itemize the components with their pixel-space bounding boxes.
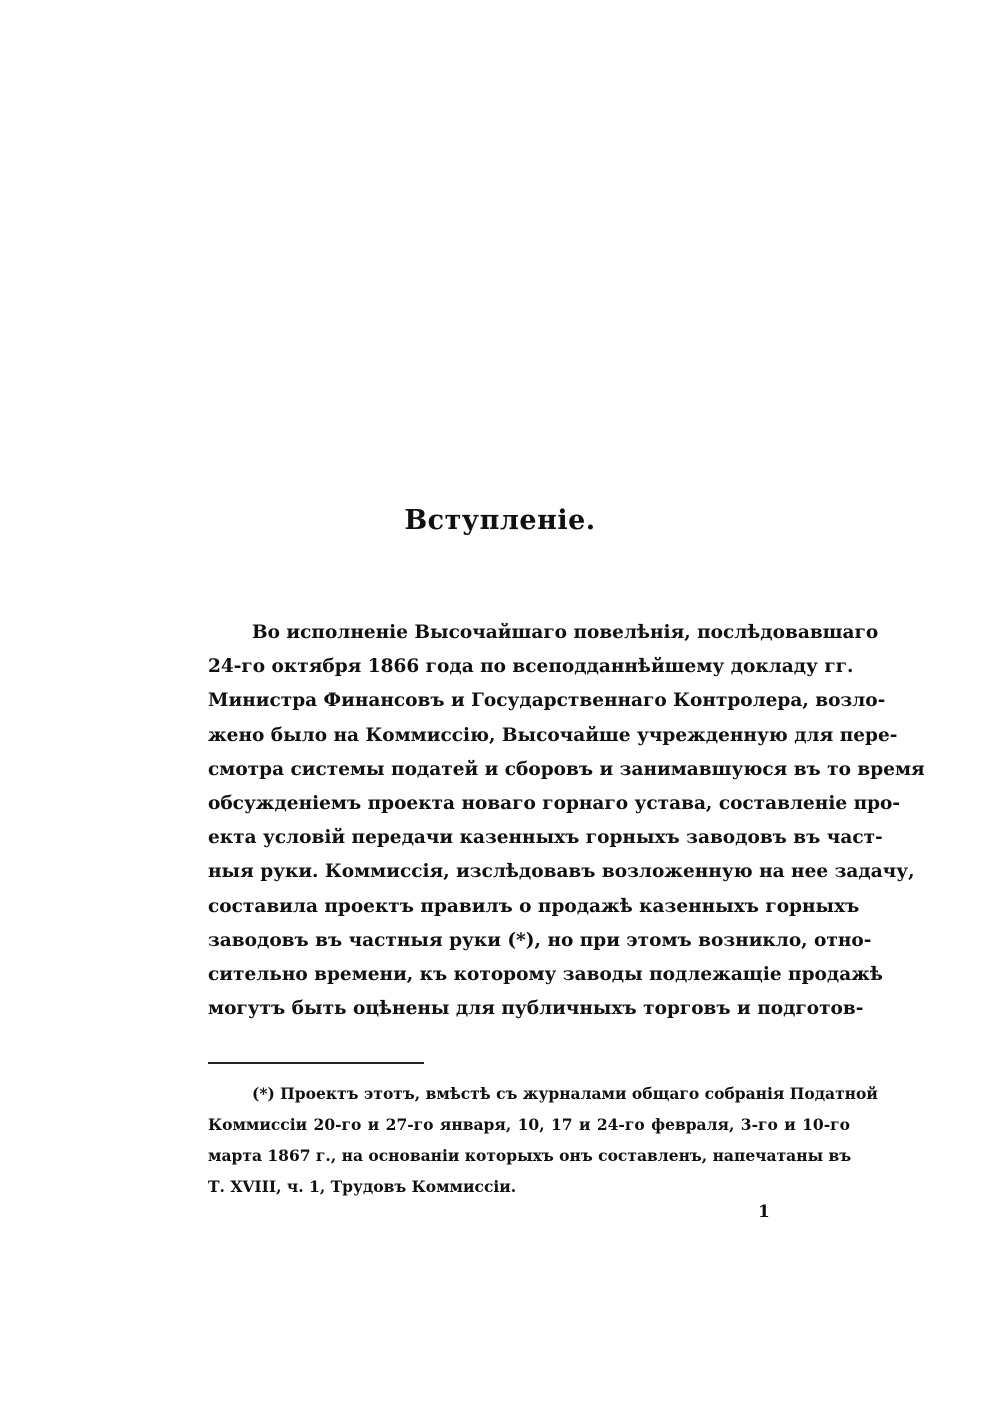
body-line: сительно времени, къ которому заводы подлежащіе продажѣ bbox=[208, 963, 883, 985]
body-line: могутъ быть оцѣнены для публичныхъ торговъ и подготов- bbox=[208, 998, 864, 1020]
body-line: Министра Финансовъ и Государственнаго Контролера, возло- bbox=[208, 690, 886, 712]
footnote-line: марта 1867 г., на основаніи которыхъ онъ составленъ, напечатаны въ bbox=[208, 1146, 852, 1165]
footnote-line: Т. XVIII, ч. 1, Трудовъ Коммиссіи. bbox=[208, 1177, 517, 1196]
body-line: смотра системы податей и сборовъ и занимавшуюся въ то время bbox=[208, 758, 925, 780]
body-line: составила проектъ правилъ о продажѣ казенныхъ горныхъ bbox=[208, 895, 860, 917]
footnote bbox=[208, 1078, 878, 1202]
body-line: жено было на Коммиссію, Высочайше учрежденную для пере- bbox=[208, 724, 898, 746]
page-title: Вступленіе. bbox=[404, 505, 596, 536]
body-line: обсужденіемъ проекта новаго горнаго устава, составленіе про- bbox=[208, 792, 901, 814]
body-line: 24-го октября 1866 года по всеподданнѣйшему докладу гг. bbox=[208, 656, 854, 678]
body-line: ныя руки. Коммиссія, изслѣдовавъ возложенную на нее задачу, bbox=[208, 861, 915, 883]
body-line: заводовъ въ частныя руки (*), но при этомъ возникло, отно- bbox=[208, 929, 872, 951]
body-line: екта условій передачи казенныхъ горныхъ заводовъ въ част- bbox=[208, 827, 883, 849]
page-number: 1 bbox=[758, 1202, 770, 1222]
footnote-line: Коммиссіи 20-го и 27-го января, 10, 17 и 24-го февраля, 3-го и 10-го bbox=[208, 1115, 850, 1134]
footnote-divider bbox=[208, 1062, 424, 1064]
body-paragraph bbox=[208, 616, 925, 1026]
footnote-line: (*) Проектъ этотъ, вмѣстѣ съ журналами общаго собранія Податной bbox=[252, 1084, 878, 1103]
body-line: Во исполненіе Высочайшаго повелѣнія, послѣдовавшаго bbox=[252, 622, 879, 643]
